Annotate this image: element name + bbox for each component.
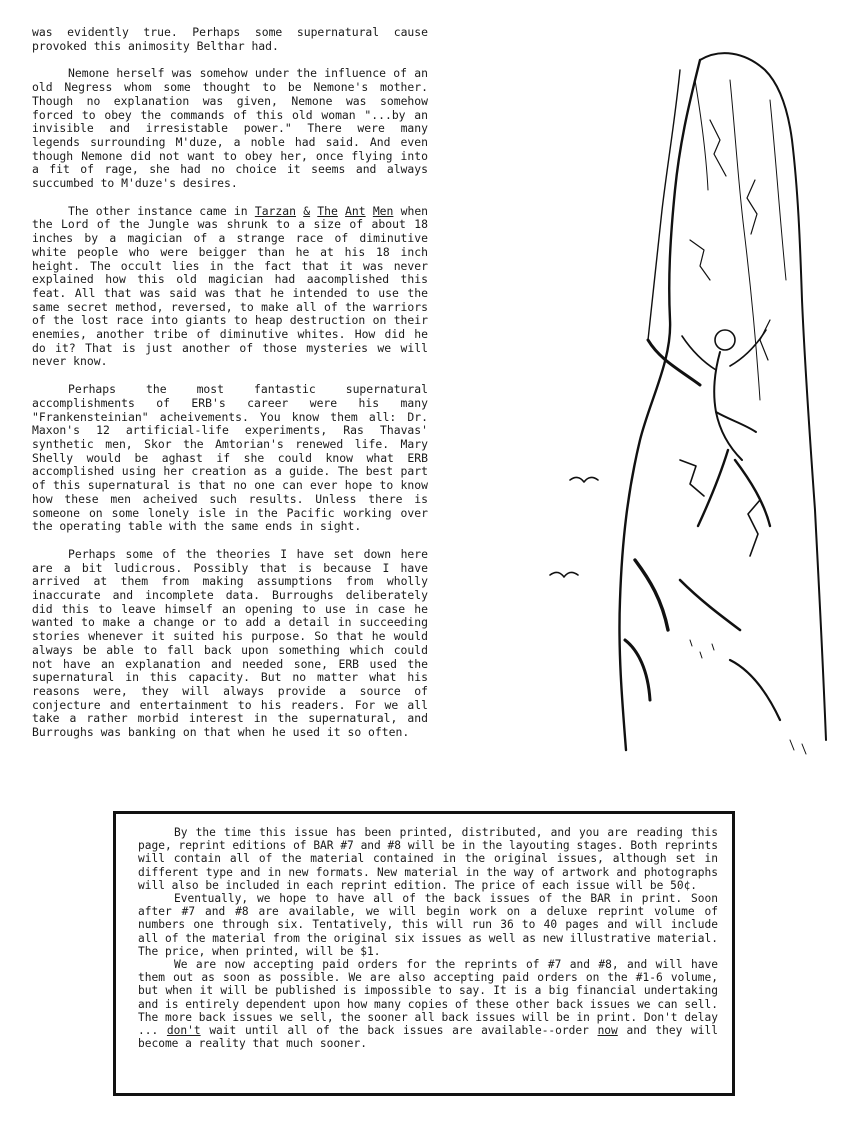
book-title-tarzan: Tarzan — [254, 203, 296, 218]
paragraph-ant-men: The other instance came in Tarzan & The Ant Men when the Lord of the Jungle was shrunk to a size of about 18 inches by a magician of a strange race of diminutive white people who were beigger than he at his 18 inch height. The occult lies in the fact that it was never explained how this old magician had aacomplished this feat. All that was said was that he intended to use the same secret method, reversed, to make all of the warriors of the lost race into giants to heap destruction on their enemies, another tribe of diminutive whites. How did he do it? That is just another of those mysteries we will never know. — [32, 203, 429, 369]
cliff-climber-illustration — [530, 40, 850, 760]
article-column — [32, 26, 428, 754]
paragraph-frankenstein: Perhaps the most fantastic supernatural accomplishments of ERB's career were his many "Frankensteinian" acheivements. You know them all: Dr. Maxon's 12 artificial-life experiments, Ras Thavas' synthetic men, Skor the Amtorian's renewed life. Mary Shelly would be aghast if she could know what ERB accomplished using her creation as a guide. The best part of this supernatural is that no one can ever hope to know how these men acheived such results. Unless there is someone on some lonely isle in the Pacific working over the operating table with the same ends in sight. — [32, 382, 428, 534]
notice-paragraph-deluxe-volume: Eventually, we hope to have all of the back issues of the BAR in print. Soon after #7 and #8 are available, we will begin work on a deluxe reprint volume of numbers one through six. Tentatively, this will run 36 to 40 pages and will include all of the material from the original six issues as well as new illustrative material. The price, when printed, will be $1. — [138, 892, 718, 958]
paragraph-nemone: Nemone herself was somehow under the influence of an old Negress whom some thought to be Nemone's mother. Though no explanation was given, Nemone was somehow forced to obey the commands of this old woman "...by an invisible and irresistable power." There were many legends surrounding M'duze, a noble had said. And even though Nemone did not want to obey her, once flying into a fit of rage, she had no choice it seems and always succumbed to M'duze's desires. — [32, 66, 428, 191]
notice-paragraph-orders: We are now accepting paid orders for the reprints of #7 and #8, and will have them out as soon as possible. We are also accepting paid orders on the #1-6 volume, but when it will be published is impossible to say. It is a big financial undertaking and is entirely dependent upon how many copies of these other back issues we can sell. The more back issues we sell, the sooner all back issues will be in print. Don't delay ... don't wait until all of the back issues are available--order now and they will become a reality that much sooner. — [138, 958, 719, 1051]
reprint-notice-box — [113, 811, 735, 1096]
notice-paragraph-reprints: By the time this issue has been printed, distributed, and you are reading this page, reprint editions of BAR #7 and #8 will be in the layouting stages. Both reprints will contain all of the material contained in the original issues, although set in different type and in new formats. New material in the way of artwork and photographs will also be included in each reprint edition. The price of each issue will be 50¢. — [138, 826, 718, 892]
paragraph-theories: Perhaps some of the theories I have set down here are a bit ludicrous. Possibly that is because I have arrived at them from making assumptions from wholly inaccurate and incomplete data. Burroughs deliberately did this to leave himself an opening to use in case he wanted to make a change or to add a detail in succeeding stories whenever it suited his purpose. So that he would always be able to fall back upon something which could not have an explanation and needed sone, ERB used the supernatural in this capacity. But no matter what his reasons were, they will always provide a source of conjecture and entertainment to his readers. For we all take a rather morbid interest in the supernatural, and Burroughs was banking on that when he used it so often. — [32, 546, 428, 740]
paragraph-belthar: was evidently true. Perhaps some supernatural cause provoked this animosity Belthar had. — [32, 25, 428, 53]
